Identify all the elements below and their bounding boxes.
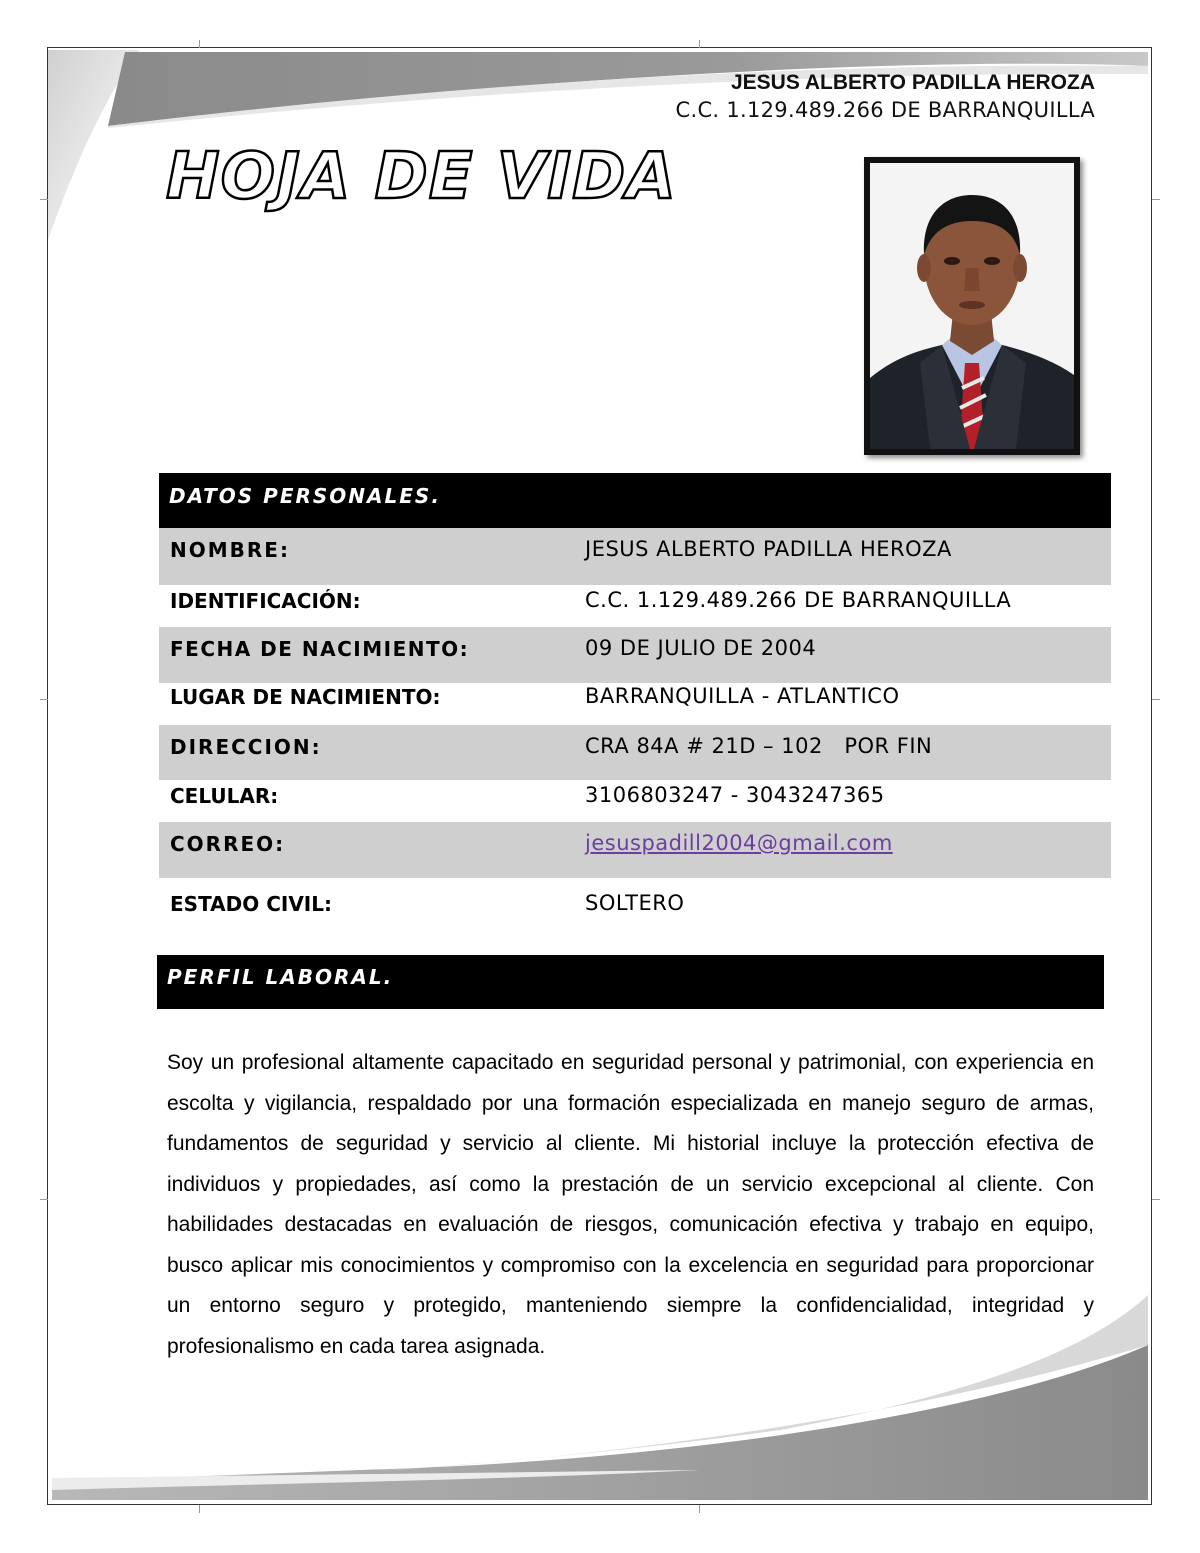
crop-mark: [199, 40, 200, 48]
crop-mark: [40, 1199, 48, 1200]
header-name: JESUS ALBERTO PADILLA HEROZA: [730, 71, 1095, 94]
data-row-lugar-nacimiento: [159, 683, 1111, 725]
crop-mark: [40, 699, 48, 700]
value-identificacion: C.C. 1.129.489.266 DE BARRANQUILLA: [585, 588, 1012, 612]
crop-mark: [40, 199, 48, 200]
value-estado-civil: SOLTERO: [585, 891, 685, 915]
header-id: C.C. 1.129.489.266 DE BARRANQUILLA: [675, 98, 1095, 122]
data-row-direccion: [159, 725, 1111, 780]
label-estado-civil: ESTADO CIVIL:: [170, 892, 332, 916]
data-row-fecha-nacimiento: [159, 627, 1111, 683]
value-nombre: JESUS ALBERTO PADILLA HEROZA: [585, 537, 952, 561]
section-header-work-profile-label: PERFIL LABORAL.: [167, 965, 394, 989]
value-direccion: CRA 84A # 21D – 102 POR FIN: [585, 734, 933, 758]
page-title: HOJA DE VIDA: [166, 140, 677, 214]
value-fecha-nacimiento: 09 DE JULIO DE 2004: [585, 636, 817, 660]
label-nombre: NOMBRE:: [170, 538, 290, 562]
profile-photo: [864, 157, 1080, 455]
data-row-correo: [159, 822, 1111, 878]
data-row-celular: [159, 780, 1111, 822]
value-lugar-nacimiento: BARRANQUILLA - ATLANTICO: [585, 684, 900, 708]
crop-mark: [199, 1505, 200, 1513]
crop-mark: [699, 1505, 700, 1513]
label-correo: CORREO:: [170, 832, 286, 856]
data-row-nombre: [159, 528, 1111, 585]
crop-mark: [699, 40, 700, 48]
label-direccion: DIRECCION:: [170, 735, 322, 759]
section-header-personal-data: [159, 473, 1111, 528]
email-link[interactable]: jesuspadill2004@gmail.com: [585, 831, 893, 855]
crop-mark: [1152, 699, 1160, 700]
profile-photo-image: [870, 163, 1074, 449]
label-celular: CELULAR:: [170, 784, 279, 808]
label-identificacion: IDENTIFICACIÓN:: [170, 589, 361, 613]
work-profile-text: Soy un profesional altamente capacitado en seguridad personal y patrimonial, con experiencia en escolta y vigilancia, respaldado por una formación especializada en manejo seguro de armas, fundamentos de seguridad y servicio al cliente. Mi historial incluye la protección efectiva de individuos y propiedades, así como la prestación de un servicio excepcional al cliente. Con habilidades destacadas en evaluación de riesgos, comunicación efectiva y trabajo en equipo, busco aplicar mis conocimientos y compromiso con la excelencia en seguridad para proporcionar un entorno seguro y protegido, manteniendo siempre la confidencialidad, integridad y profesionalismo en cada tarea asignada.: [167, 1051, 1094, 1358]
value-celular: 3106803247 - 3043247365: [585, 783, 885, 807]
crop-mark: [1152, 1199, 1160, 1200]
section-header-work-profile: [157, 955, 1104, 1009]
data-row-estado-civil: [159, 878, 1111, 930]
label-lugar-nacimiento: LUGAR DE NACIMIENTO:: [170, 685, 441, 709]
section-header-personal-data-label: DATOS PERSONALES.: [169, 484, 441, 508]
data-row-identificacion: [159, 585, 1111, 627]
crop-mark: [1152, 199, 1160, 200]
label-fecha-nacimiento: FECHA DE NACIMIENTO:: [170, 637, 470, 661]
